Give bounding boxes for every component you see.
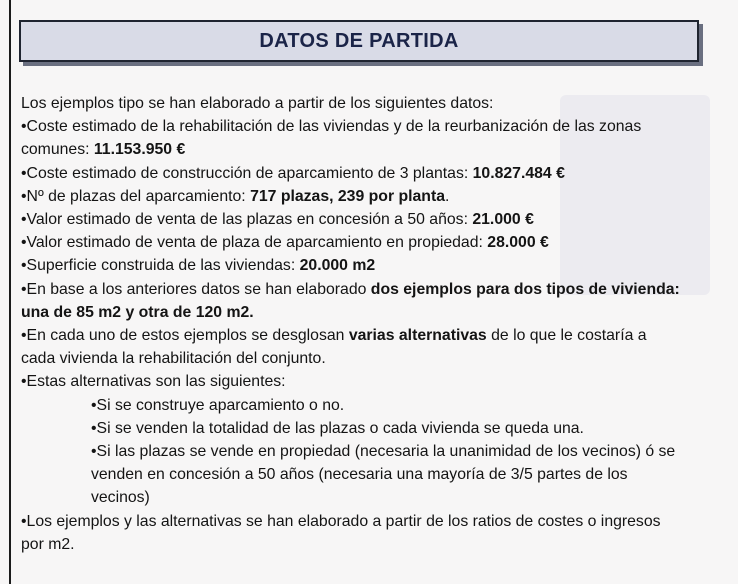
- sub-item-venta-plazas: •Si se venden la totalidad de las plazas o cada vivienda se queda una.: [91, 419, 584, 437]
- list-item-coste-rehabilitacion: •Coste estimado de la rehabilitación de las viviendas y de la reurbanización de las zonas comunes: 11.153.950 €: [21, 118, 642, 159]
- title-box: [19, 20, 699, 62]
- sub-item-propiedad-concesion: •Si las plazas se vende en propiedad (necesaria la unanimidad de los vecinos) ó se venden en concesión a 50 años (necesaria una mayoría de 3/5 partes de los vecinos): [91, 443, 676, 507]
- value-ejemplos: dos ejemplos para dos tipos de vivienda: una de 85 m2 y otra de 120 m2.: [21, 280, 680, 321]
- sub-item-aparcamiento: •Si se construye aparcamiento o no.: [91, 396, 345, 414]
- left-margin-line: [9, 0, 11, 584]
- value-plazas: 717 plazas, 239 por planta: [250, 187, 445, 205]
- value-coste-rehabilitacion: 11.153.950 €: [93, 141, 186, 159]
- value-valor-concesion: 21.000 €: [472, 211, 534, 229]
- intro-line: Los ejemplos tipo se han elaborado a partir de los siguientes datos:: [21, 95, 494, 112]
- list-item-ejemplos: •En base a los anteriores datos se han elaborado dos ejemplos para dos tipos de vivienda: una de 85 m2 y otra de 120 m2.: [21, 280, 680, 321]
- list-item-plazas: •Nº de plazas del aparcamiento: 717 plazas, 239 por planta.: [21, 187, 450, 205]
- page-title: DATOS DE PARTIDA: [259, 29, 459, 52]
- value-alternativas: varias alternativas: [348, 327, 487, 345]
- value-superficie: 20.000 m2: [299, 257, 376, 275]
- list-item-superficie: •Superficie construida de las viviendas: 20.000 m2: [21, 257, 376, 275]
- data-list: [21, 92, 685, 556]
- value-coste-aparcamiento: 10.827.484 €: [472, 164, 565, 182]
- list-item-valor-propiedad: •Valor estimado de venta de plaza de aparcamiento en propiedad: 28.000 €: [21, 234, 549, 252]
- value-valor-propiedad: 28.000 €: [487, 234, 549, 252]
- list-item-alternativas: •En cada uno de estos ejemplos se desglosan varias alternativas de lo que le costaría a cada vivienda la rehabilitación del conjunto.: [21, 327, 647, 368]
- list-item-estas-alternativas: •Estas alternativas son las siguientes:: [21, 373, 286, 391]
- list-item-valor-concesion: •Valor estimado de venta de las plazas en concesión a 50 años: 21.000 €: [21, 211, 534, 229]
- list-item-coste-aparcamiento: •Coste estimado de construcción de aparcamiento de 3 plantas: 10.827.484 €: [21, 164, 565, 182]
- list-item-ratios: •Los ejemplos y las alternativas se han elaborado a partir de los ratios de costes o ingresos por m2.: [21, 512, 661, 553]
